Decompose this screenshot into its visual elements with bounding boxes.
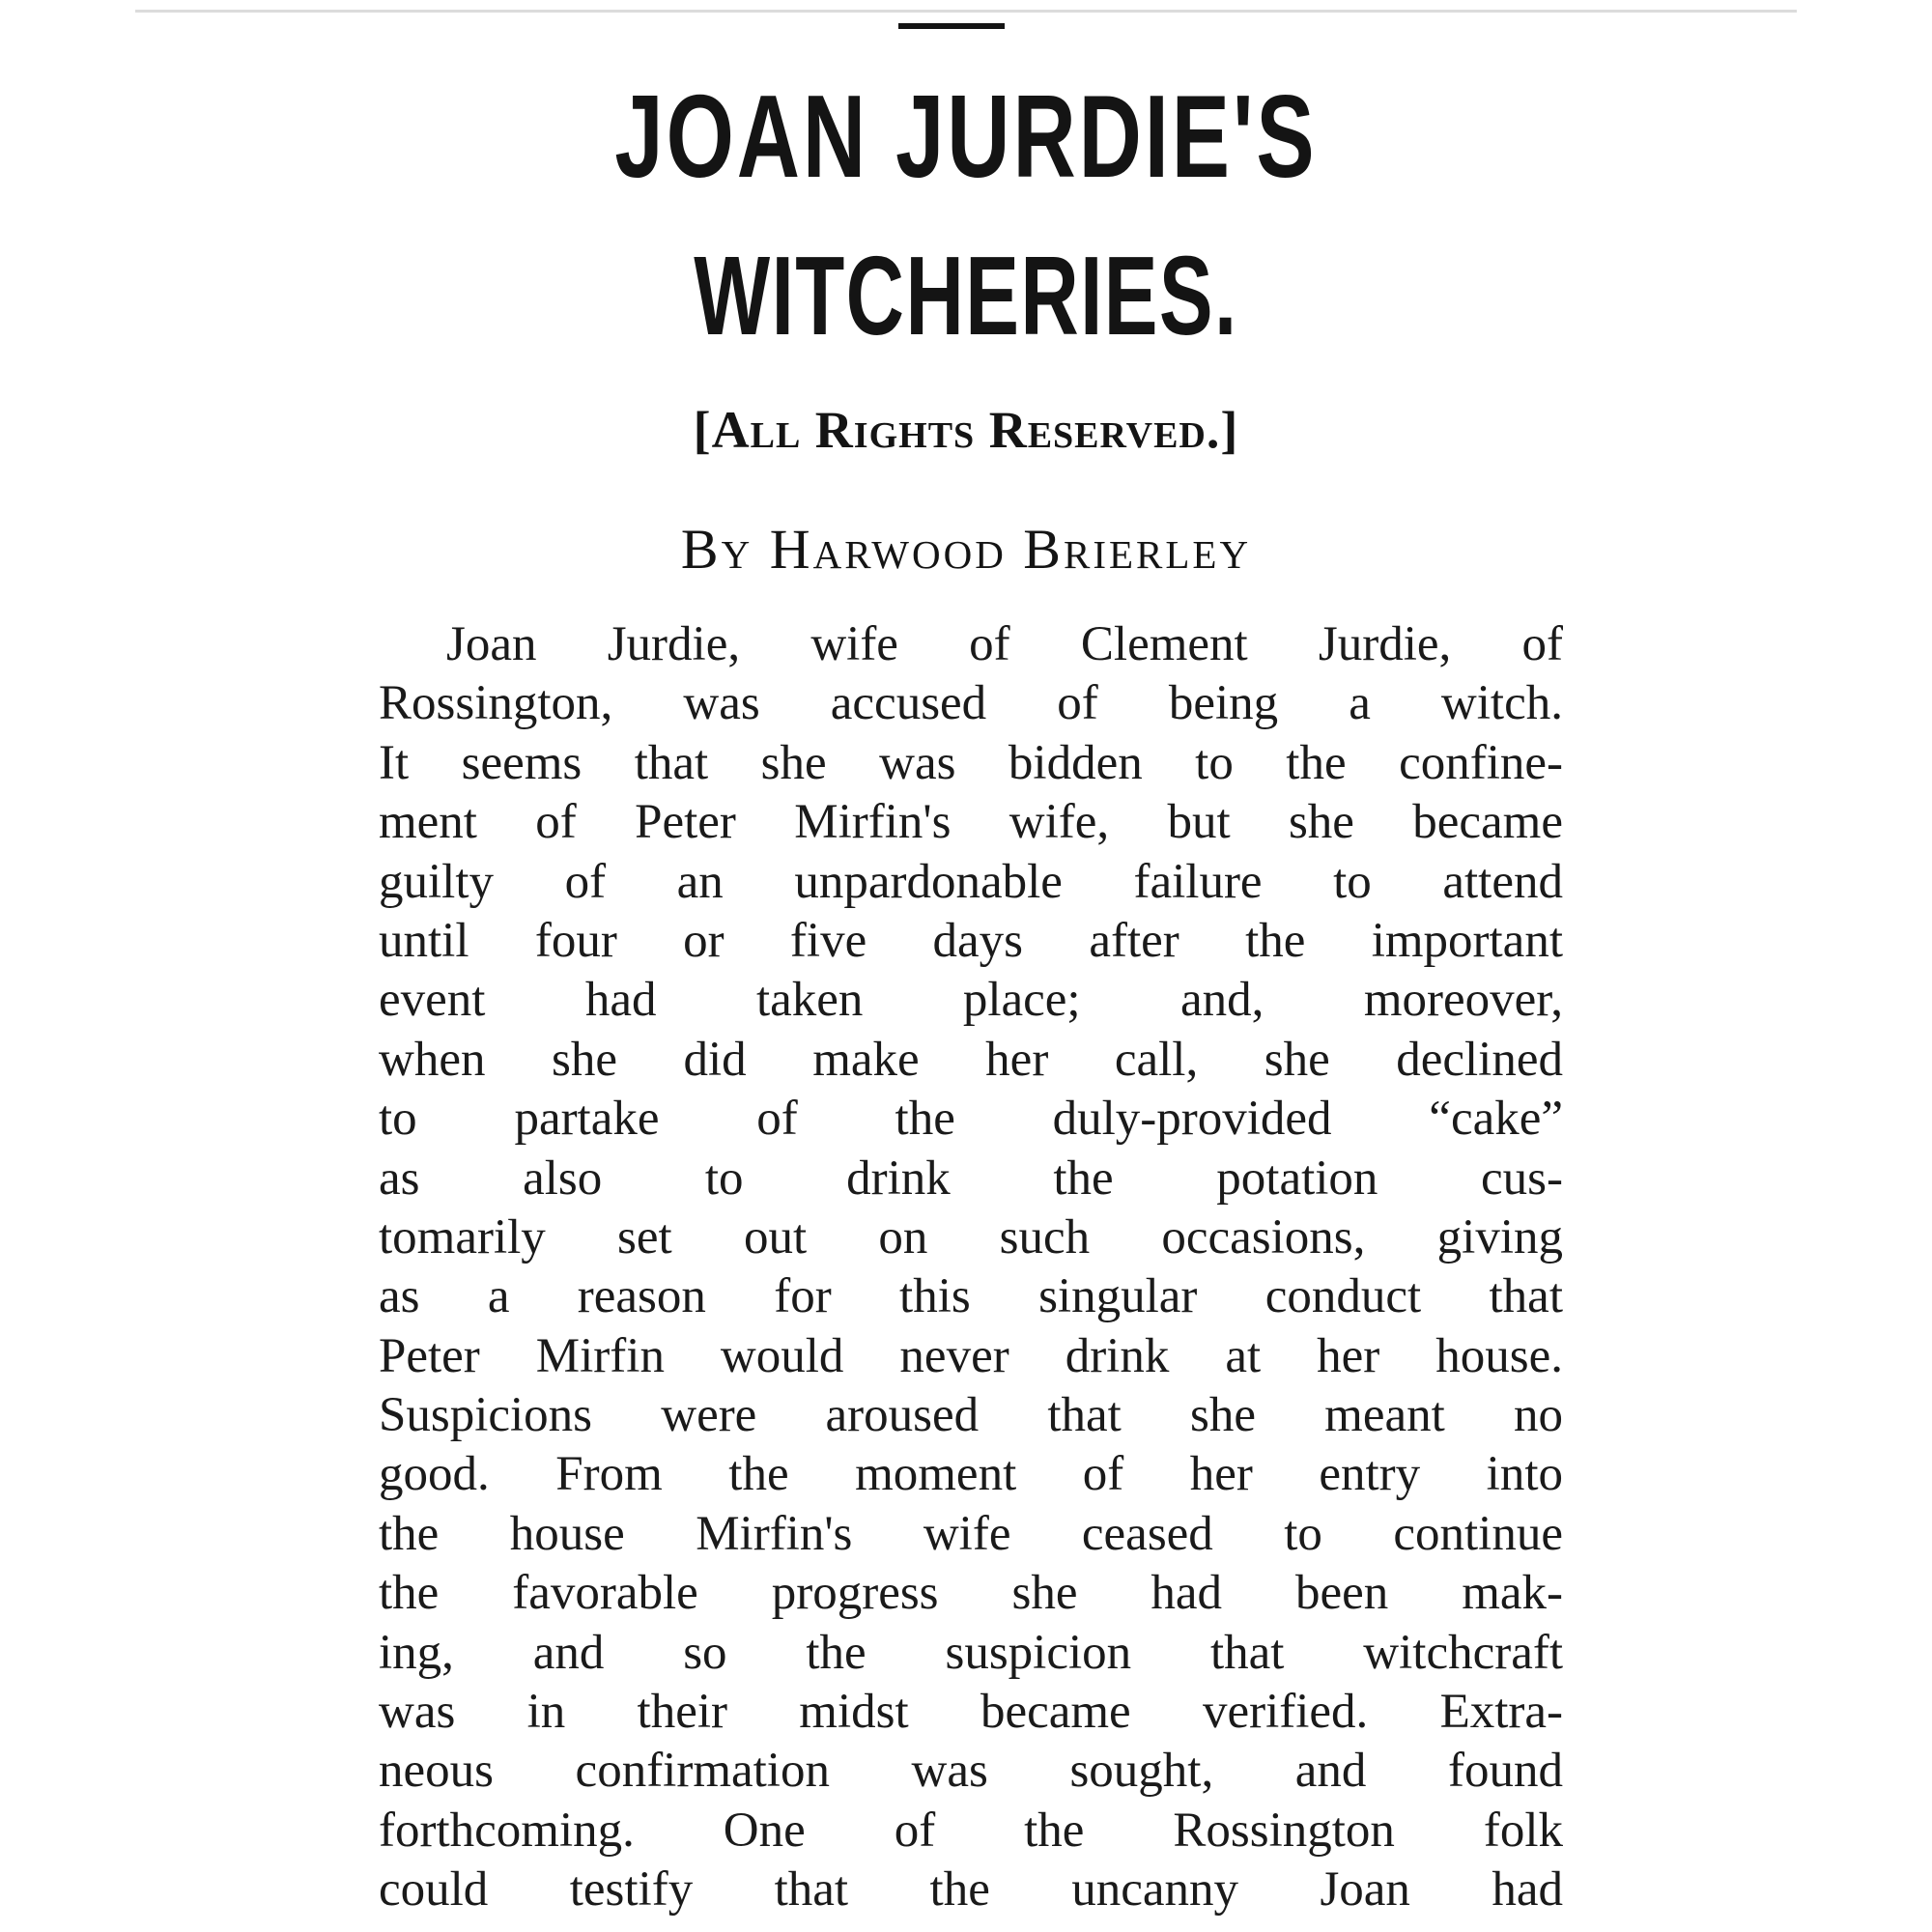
body-line: when she did make her call, she declined: [379, 1032, 1563, 1087]
body-line: Suspicions were aroused that she meant no: [379, 1388, 1563, 1443]
top-border-rule: [135, 10, 1797, 13]
article-body: [379, 615, 1563, 1920]
body-line: until four or five days after the important: [379, 913, 1563, 968]
body-line: ing, and so the suspicion that witchcraft: [379, 1625, 1563, 1680]
body-line: as a reason for this singular conduct that: [379, 1269, 1563, 1324]
section-dash: [898, 23, 1005, 29]
body-line: tomarily set out on such occasions, giving: [379, 1209, 1563, 1264]
body-line: event had taken place; and, moreover,: [379, 973, 1563, 1028]
body-line: the house Mirfin's wife ceased to continue: [379, 1506, 1563, 1561]
body-line: guilty of an unpardonable failure to attend: [379, 854, 1563, 909]
rights-notice: [All Rights Reserved.]: [693, 401, 1239, 459]
body-line: Joan Jurdie, wife of Clement Jurdie, of: [446, 617, 1563, 671]
byline: By Harwood Brierley: [680, 518, 1252, 581]
body-line: good. From the moment of her entry into: [379, 1447, 1563, 1502]
body-line: was in their midst became verified. Extra-: [379, 1685, 1563, 1740]
headline-line-2: WITCHERIES.: [694, 233, 1238, 358]
body-line: forthcoming. One of the Rossington folk: [379, 1803, 1563, 1858]
body-line: as also to drink the potation cus-: [379, 1151, 1563, 1206]
body-line: to partake of the duly-provided “cake”: [379, 1092, 1563, 1147]
body-line: It seems that she was bidden to the confine-: [379, 735, 1563, 790]
body-line: the favorable progress she had been mak-: [379, 1566, 1563, 1621]
body-line: Peter Mirfin would never drink at her house.: [379, 1328, 1563, 1383]
headline-line-1: JOAN JURDIE'S: [614, 71, 1318, 202]
body-line: Rossington, was accused of being a witch.: [379, 676, 1563, 731]
body-line: neous confirmation was sought, and found: [379, 1744, 1563, 1799]
body-line: could testify that the uncanny Joan had: [379, 1862, 1563, 1918]
body-line: ment of Peter Mirfin's wife, but she became: [379, 795, 1563, 850]
